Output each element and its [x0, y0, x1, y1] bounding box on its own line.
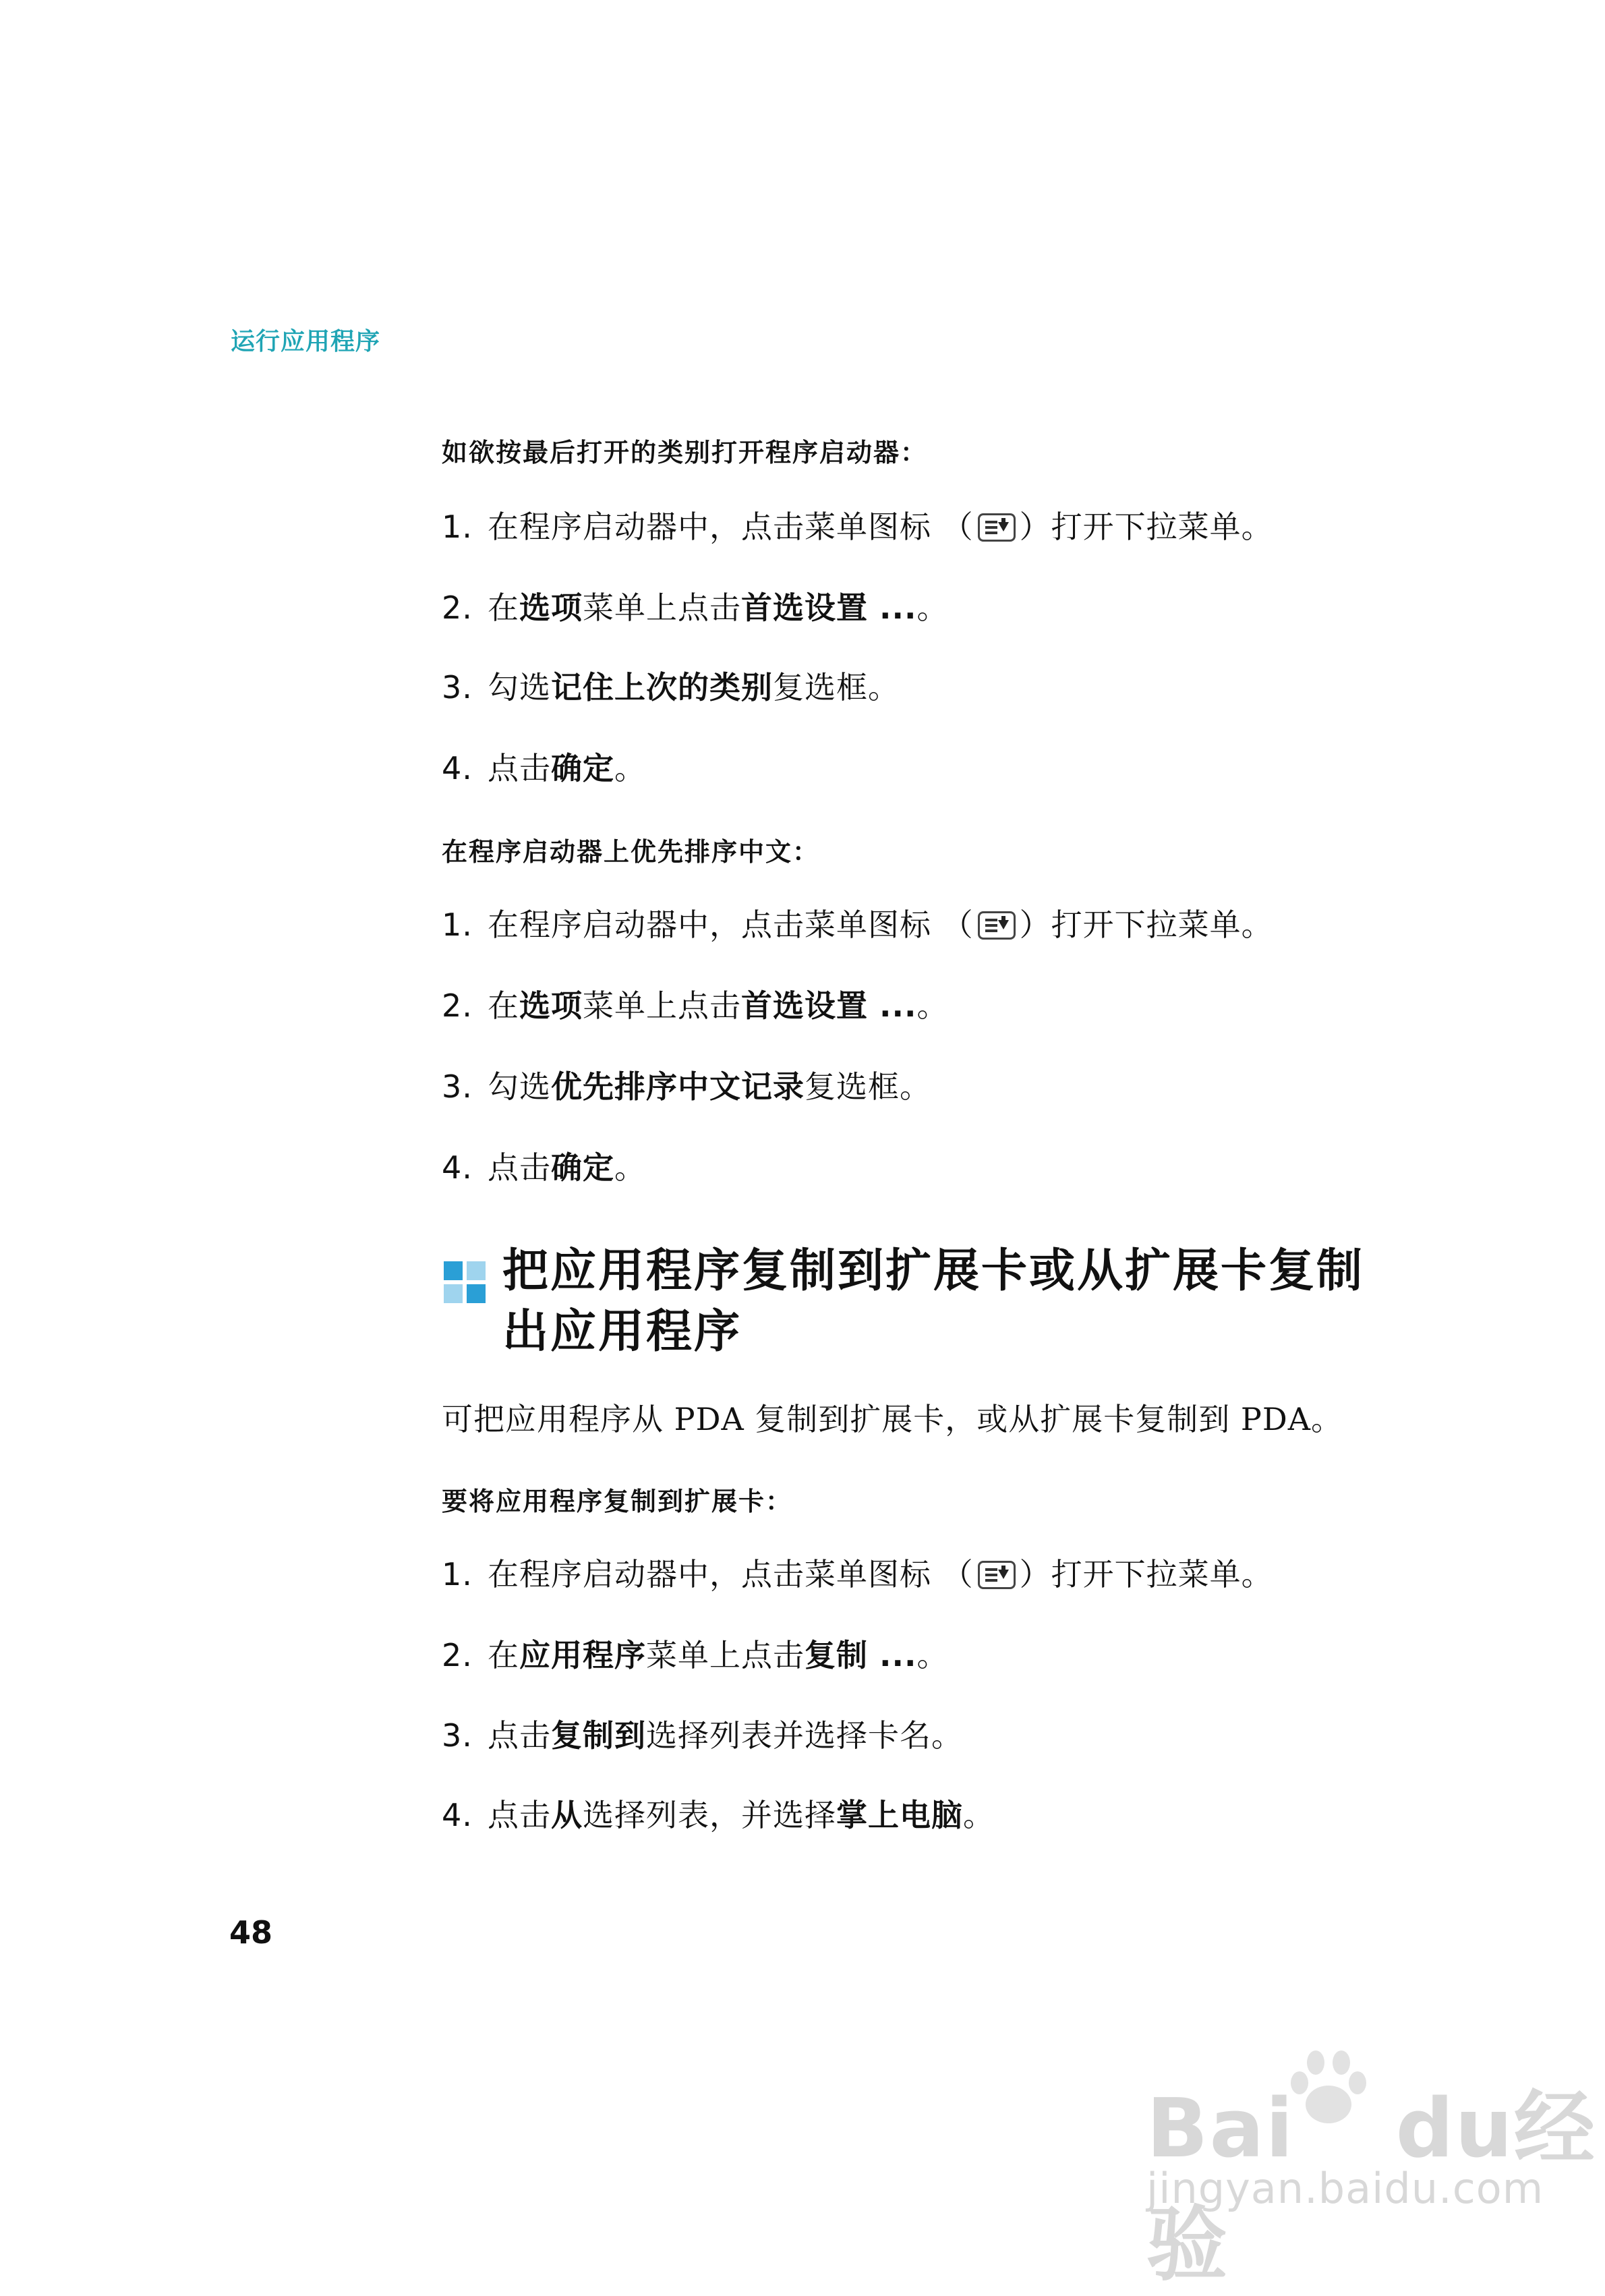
- running-header: 运行应用程序: [231, 328, 381, 355]
- s2-step2: [442, 981, 948, 1026]
- section-squares-icon: [444, 1261, 486, 1303]
- step-text-post: ）打开下拉菜单。: [1019, 907, 1273, 943]
- step-text: 。: [963, 1797, 995, 1833]
- section3-intro: 可把应用程序从 PDA 复制到扩展卡，或从扩展卡复制到 PDA。: [442, 1401, 1343, 1437]
- menu-dropdown-icon: [978, 513, 1016, 542]
- s1-step4: [442, 744, 646, 788]
- s2-step3: [442, 1062, 931, 1107]
- step-text: 勾选: [488, 1068, 551, 1105]
- bold-term: 掌上电脑: [836, 1797, 963, 1833]
- step-text: 。: [916, 987, 949, 1024]
- bold-term: 选项: [519, 987, 583, 1024]
- s3-step1: [442, 1550, 1273, 1595]
- section3-title: [502, 1241, 1447, 1362]
- bold-term: 选项: [519, 590, 583, 626]
- page-number: 48: [229, 1914, 273, 1951]
- bold-term: 首选设置 ...: [741, 987, 917, 1024]
- step-text-post: ）打开下拉菜单。: [1019, 1556, 1273, 1592]
- s2-step4: [442, 1143, 646, 1188]
- bold-term: 记住上次的类别: [551, 669, 773, 706]
- step-number: 2.: [442, 1637, 473, 1673]
- step-number: 3.: [442, 1717, 473, 1754]
- bold-term: 复制到: [551, 1717, 646, 1754]
- step-text: 点击: [488, 750, 551, 786]
- step-text-post: ）打开下拉菜单。: [1019, 509, 1273, 545]
- watermark-url: jingyan.baidu.com: [1146, 2164, 1544, 2213]
- step-number: 4.: [442, 750, 473, 786]
- section3-title-line2: 出应用程序: [502, 1305, 742, 1358]
- watermark-brand-start: Bai: [1146, 2082, 1295, 2176]
- s1-step2: [442, 583, 948, 628]
- s3-step4: [442, 1791, 995, 1835]
- step-text-pre: 在程序启动器中，点击菜单图标 （: [488, 1556, 974, 1592]
- step-text: 在: [488, 590, 519, 626]
- step-text-pre: 在程序启动器中，点击菜单图标 （: [488, 509, 974, 545]
- step-text: 点击: [488, 1717, 551, 1754]
- section3-title-line1: 把应用程序复制到扩展卡或从扩展卡复制: [502, 1244, 1365, 1298]
- step-text: 复选框。: [805, 1068, 931, 1105]
- step-number: 2.: [442, 590, 473, 626]
- step-number: 1.: [442, 1556, 473, 1592]
- bold-term: 应用程序: [519, 1637, 646, 1673]
- step-text: 点击: [488, 1149, 551, 1186]
- step-text: 。: [614, 1149, 646, 1186]
- step-number: 2.: [442, 987, 473, 1024]
- watermark-brand-end: du: [1395, 2082, 1514, 2176]
- s1-step3: [442, 663, 900, 708]
- s2-step1: [442, 900, 1273, 945]
- step-text: 点击: [488, 1797, 551, 1833]
- step-text: 。: [916, 590, 949, 626]
- section1-heading: 如欲按最后打开的类别打开程序启动器：: [442, 438, 928, 467]
- bold-term: 复制 ...: [805, 1637, 917, 1673]
- step-number: 1.: [442, 509, 473, 545]
- step-text: 菜单上点击: [646, 1637, 805, 1673]
- step-number: 1.: [442, 907, 473, 943]
- section3-heading: 要将应用程序复制到扩展卡：: [442, 1487, 793, 1516]
- step-text: 在: [488, 987, 519, 1024]
- step-number: 4.: [442, 1149, 473, 1186]
- menu-dropdown-icon: [978, 911, 1016, 940]
- bold-term: 首选设置 ...: [741, 590, 917, 626]
- step-text: 复选框。: [773, 669, 900, 706]
- step-text: 选择列表，并选择: [583, 1797, 836, 1833]
- step-text: 。: [614, 750, 646, 786]
- step-text: 在: [488, 1637, 519, 1673]
- bold-term: 确定: [551, 1149, 614, 1186]
- step-number: 3.: [442, 669, 473, 706]
- step-text-pre: 在程序启动器中，点击菜单图标 （: [488, 907, 974, 943]
- s1-step1: [442, 503, 1273, 547]
- menu-dropdown-icon: [978, 1561, 1016, 1589]
- bold-term: 优先排序中文记录: [551, 1068, 805, 1105]
- s3-step3: [442, 1711, 963, 1756]
- step-text: 选择列表并选择卡名。: [646, 1717, 963, 1754]
- step-number: 3.: [442, 1068, 473, 1105]
- step-text: 勾选: [488, 669, 551, 706]
- s3-step2: [442, 1631, 948, 1675]
- step-text: 菜单上点击: [583, 987, 741, 1024]
- step-text: 。: [916, 1637, 949, 1673]
- step-number: 4.: [442, 1797, 473, 1833]
- bold-term: 确定: [551, 750, 614, 786]
- bold-term: 从: [551, 1797, 583, 1833]
- watermark-brand-cn: 经验: [1146, 2082, 1596, 2292]
- step-text: 菜单上点击: [583, 590, 741, 626]
- section2-heading: 在程序启动器上优先排序中文：: [442, 837, 820, 867]
